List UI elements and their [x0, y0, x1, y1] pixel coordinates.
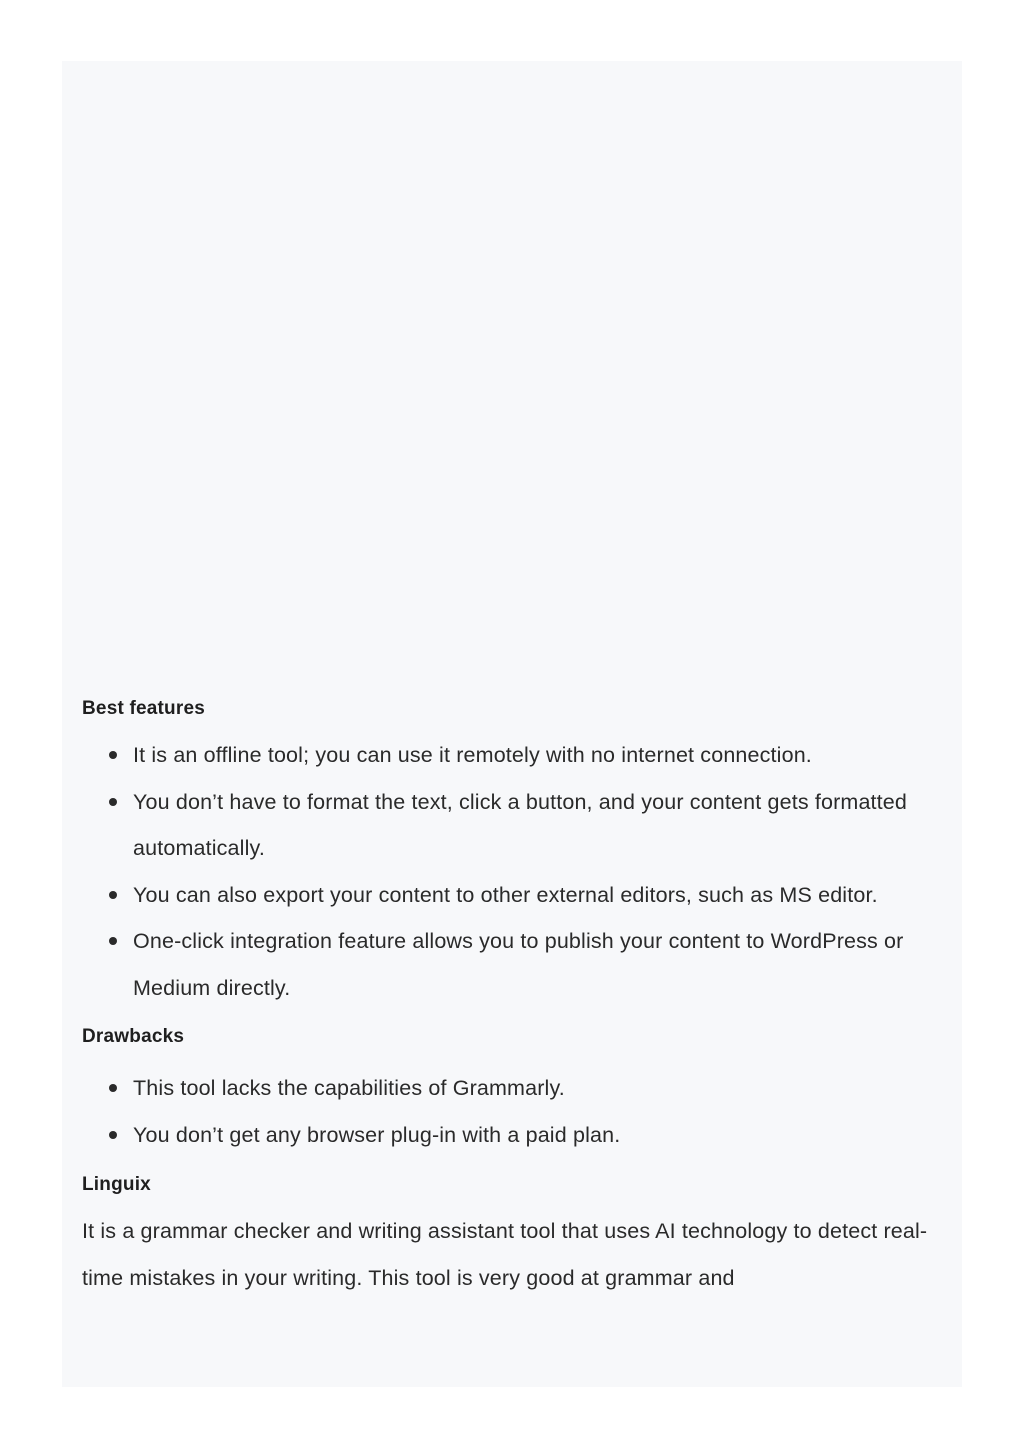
- bullet-icon: [109, 1084, 117, 1092]
- article-text: [82, 692, 942, 1301]
- bullet-icon: [109, 937, 117, 945]
- best-features-heading: Best features: [82, 698, 205, 719]
- list-item: One-click integration feature allows you to publish your content to WordPress or Medium directly.: [133, 918, 942, 1011]
- embedded-media-placeholder: [62, 61, 962, 681]
- bullet-icon: [109, 751, 117, 759]
- list-item: You can also export your content to other external editors, such as MS editor.: [133, 872, 942, 919]
- bullet-icon: [109, 891, 117, 899]
- list-item: It is an offline tool; you can use it remotely with no internet connection.: [133, 732, 942, 779]
- drawbacks-heading: Drawbacks: [82, 1026, 185, 1047]
- article-content-panel: [62, 61, 962, 1387]
- best-features-list: [82, 732, 942, 1011]
- list-item: This tool lacks the capabilities of Grammarly.: [133, 1065, 942, 1112]
- bullet-icon: [109, 1131, 117, 1139]
- linguix-paragraph: It is a grammar checker and writing assistant tool that uses AI technology to detect real-time mistakes in your writing. This tool is very good at grammar and: [82, 1219, 928, 1290]
- drawbacks-list: [82, 1065, 942, 1158]
- bullet-icon: [109, 798, 117, 806]
- list-item: You don’t have to format the text, click a button, and your content gets formatted automatically.: [133, 779, 942, 872]
- list-item: You don’t get any browser plug-in with a paid plan.: [133, 1112, 942, 1159]
- linguix-heading: Linguix: [82, 1174, 151, 1195]
